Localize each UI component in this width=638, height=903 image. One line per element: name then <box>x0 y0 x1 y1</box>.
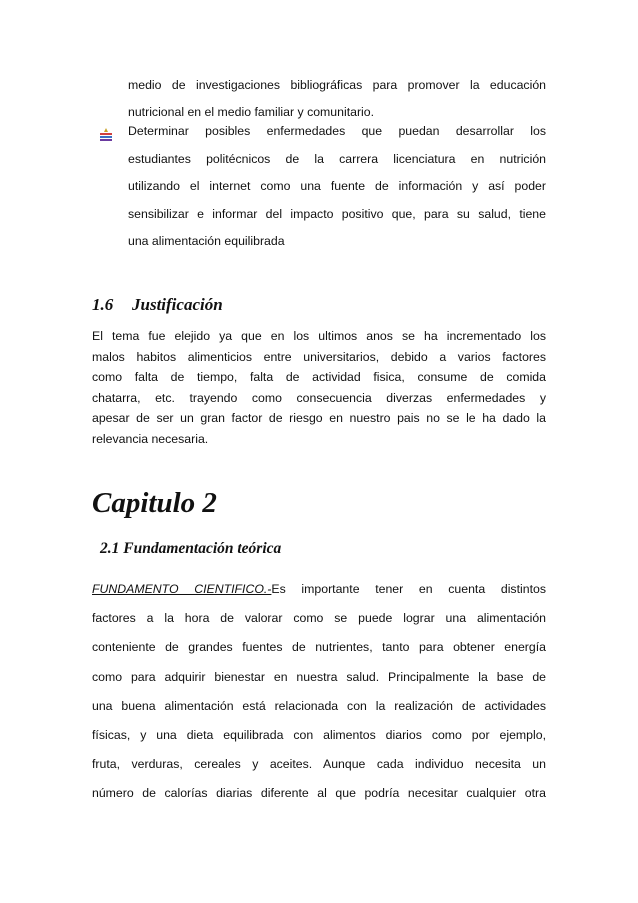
text-line: físicas, y una dieta equilibrada con alimentos diarios como por ejemplo, <box>92 728 546 743</box>
section-title: Justificación <box>132 295 223 314</box>
text-line: sensibilizar e informar del impacto positivo que, para su salud, tiene <box>128 206 546 221</box>
section-number: 1.6 <box>92 295 114 314</box>
text-line: medio de investigaciones bibliográficas para promover la educación <box>128 78 546 92</box>
text-line: número de calorías diarias diferente al que podría necesitar cualquier otra <box>92 786 546 801</box>
text-line: factores a la hora de valorar como se puede lograr una alimentación <box>92 611 546 626</box>
text-line: relevancia necesaria. <box>92 431 209 446</box>
text-line: conteniente de grandes fuentes de nutrientes, tanto para obtener energía <box>92 640 546 655</box>
text-line: nutricional en el medio familiar y comunitario. <box>128 104 375 119</box>
section-heading-justificacion <box>92 295 223 315</box>
bullet-item <box>128 118 546 256</box>
lead-label: FUNDAMENTO CIENTIFICO.- <box>92 582 272 596</box>
text-line: malos habitos alimenticios entre universitarios, debido a varios factores <box>92 349 546 364</box>
justificacion-paragraph <box>92 326 546 450</box>
text-line: chatarra, etc. trayendo como consecuencia diverzas enfermedades y <box>92 390 546 405</box>
text-line: una buena alimentación está relacionada con la realización de actividades <box>92 698 546 713</box>
fundamentacion-paragraph <box>92 575 546 809</box>
section-heading-fundamentacion: 2.1 Fundamentación teórica <box>100 540 282 557</box>
book-bullet-icon <box>99 128 113 142</box>
text-line: como para adquirir bienestar en nuestra salud. Principalmente la base de <box>92 669 546 684</box>
text-line: como falta de tiempo, falta de actividad fisica, consume de comida <box>92 370 546 385</box>
text-line: utilizando el internet como una fuente de información y así poder <box>128 179 546 193</box>
text-line: fruta, verduras, cereales y aceites. Aunque cada individuo necesita un <box>92 757 546 772</box>
chapter-title: Capitulo 2 <box>92 487 217 519</box>
text-line: una alimentación equilibrada <box>128 234 285 248</box>
text-line <box>92 575 546 604</box>
text-line: estudiantes politécnicos de la carrera licenciatura en nutrición <box>128 151 546 166</box>
lead-text: Es importante tener en cuenta distintos <box>271 582 546 596</box>
text-line: apesar de ser un gran factor de riesgo en nuestro pais no se le ha dado la <box>92 411 546 426</box>
text-line: Determinar posibles enfermedades que puedan desarrollar los <box>128 124 546 138</box>
text-line: El tema fue elejido ya que en los ultimos anos se ha incrementado los <box>92 329 546 343</box>
